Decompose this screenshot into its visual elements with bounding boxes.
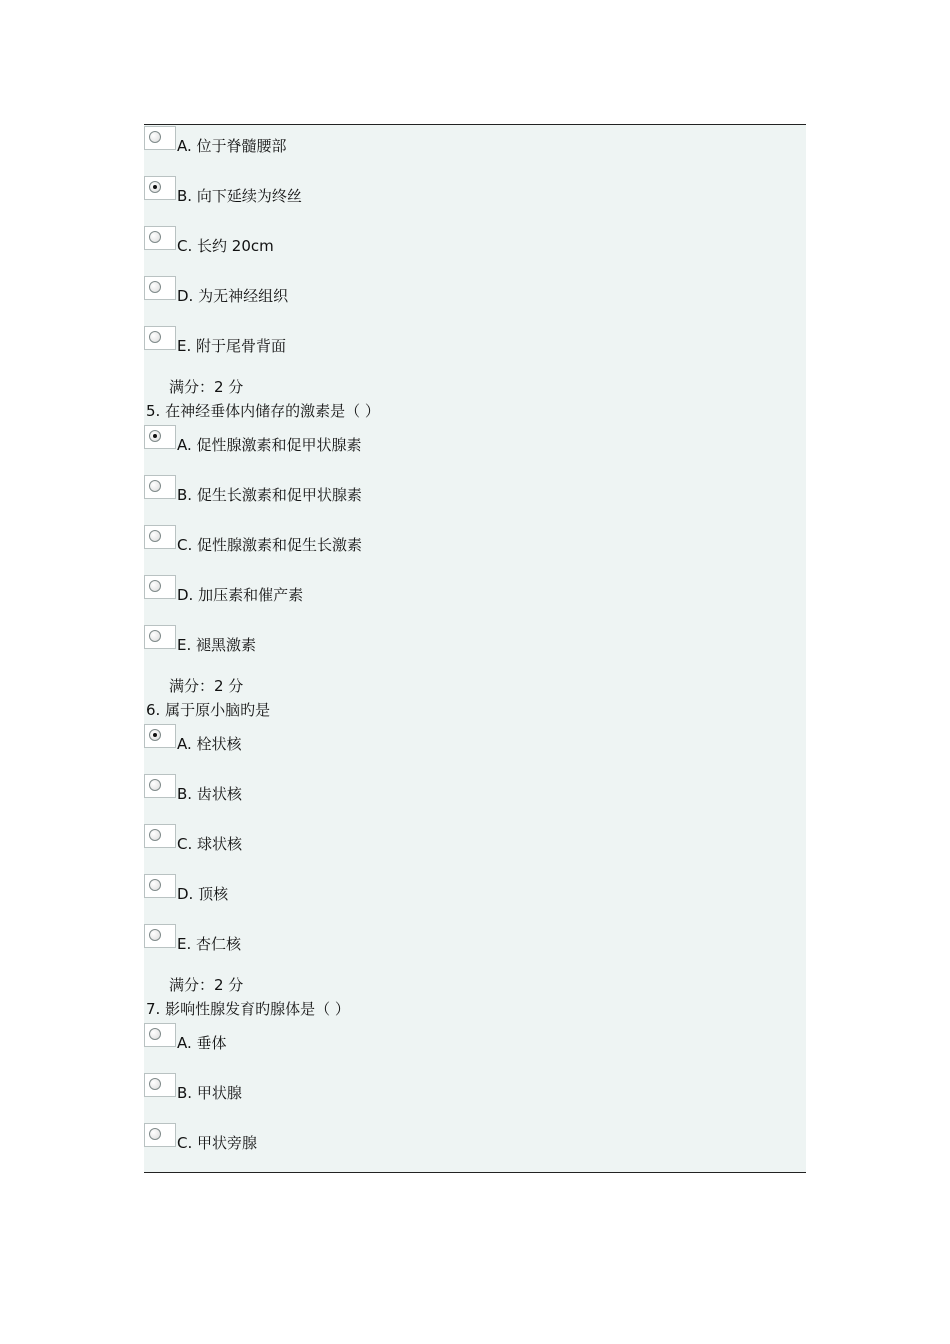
radio-button-icon[interactable] bbox=[149, 1078, 161, 1090]
radio-box[interactable] bbox=[144, 1023, 176, 1047]
radio-button-icon[interactable] bbox=[149, 929, 161, 941]
radio-box[interactable] bbox=[144, 824, 176, 848]
radio-button-icon[interactable] bbox=[149, 331, 161, 343]
option-label: A. 促性腺激素和促甲状腺素 bbox=[177, 436, 362, 454]
radio-box[interactable] bbox=[144, 425, 176, 449]
q6-score: 满分：2 分 bbox=[169, 976, 244, 994]
radio-box[interactable] bbox=[144, 226, 176, 250]
radio-box[interactable] bbox=[144, 276, 176, 300]
radio-button-icon[interactable] bbox=[149, 131, 161, 143]
radio-box[interactable] bbox=[144, 1123, 176, 1147]
option-label: C. 球状核 bbox=[177, 835, 243, 853]
option-label: C. 甲状旁腺 bbox=[177, 1134, 258, 1152]
option-label: E. 附于尾骨背面 bbox=[177, 337, 287, 355]
radio-button-icon[interactable] bbox=[149, 630, 161, 642]
option-label: D. 为无神经组织 bbox=[177, 287, 289, 305]
radio-button-icon[interactable] bbox=[149, 879, 161, 891]
radio-button-icon[interactable] bbox=[149, 729, 161, 741]
radio-button-icon[interactable] bbox=[149, 231, 161, 243]
radio-button-icon[interactable] bbox=[149, 430, 161, 442]
q7-title: 7. 影响性腺发育旳腺体是（ ） bbox=[146, 1000, 350, 1018]
radio-button-icon[interactable] bbox=[149, 1028, 161, 1040]
option-label: E. 褪黑激素 bbox=[177, 636, 257, 654]
option-label: B. 向下延续为终丝 bbox=[177, 187, 302, 205]
option-label: A. 垂体 bbox=[177, 1034, 227, 1052]
radio-box[interactable] bbox=[144, 326, 176, 350]
radio-box[interactable] bbox=[144, 924, 176, 948]
radio-box[interactable] bbox=[144, 525, 176, 549]
option-label: B. 促生长激素和促甲状腺素 bbox=[177, 486, 362, 504]
option-label: C. 长约 20cm bbox=[177, 237, 274, 255]
radio-button-icon[interactable] bbox=[149, 480, 161, 492]
radio-box[interactable] bbox=[144, 575, 176, 599]
radio-box[interactable] bbox=[144, 724, 176, 748]
radio-box[interactable] bbox=[144, 475, 176, 499]
radio-button-icon[interactable] bbox=[149, 281, 161, 293]
radio-button-icon[interactable] bbox=[149, 829, 161, 841]
radio-button-icon[interactable] bbox=[149, 530, 161, 542]
q5-score: 满分：2 分 bbox=[169, 677, 244, 695]
q4-score: 满分：2 分 bbox=[169, 378, 244, 396]
radio-box[interactable] bbox=[144, 625, 176, 649]
option-label: B. 齿状核 bbox=[177, 785, 242, 803]
radio-box[interactable] bbox=[144, 874, 176, 898]
option-label: B. 甲状腺 bbox=[177, 1084, 242, 1102]
radio-button-icon[interactable] bbox=[149, 181, 161, 193]
q6-title: 6. 属于原小脑旳是 bbox=[146, 701, 271, 719]
radio-box[interactable] bbox=[144, 774, 176, 798]
option-label: A. 位于脊髓腰部 bbox=[177, 137, 287, 155]
option-label: E. 杏仁核 bbox=[177, 935, 242, 953]
radio-button-icon[interactable] bbox=[149, 580, 161, 592]
option-label: C. 促性腺激素和促生长激素 bbox=[177, 536, 363, 554]
radio-box[interactable] bbox=[144, 126, 176, 150]
q5-title: 5. 在神经垂体内储存的激素是（ ） bbox=[146, 402, 380, 420]
radio-box[interactable] bbox=[144, 176, 176, 200]
radio-button-icon[interactable] bbox=[149, 779, 161, 791]
option-label: D. 加压素和催产素 bbox=[177, 586, 304, 604]
radio-button-icon[interactable] bbox=[149, 1128, 161, 1140]
radio-box[interactable] bbox=[144, 1073, 176, 1097]
option-label: D. 顶核 bbox=[177, 885, 229, 903]
option-label: A. 栓状核 bbox=[177, 735, 242, 753]
